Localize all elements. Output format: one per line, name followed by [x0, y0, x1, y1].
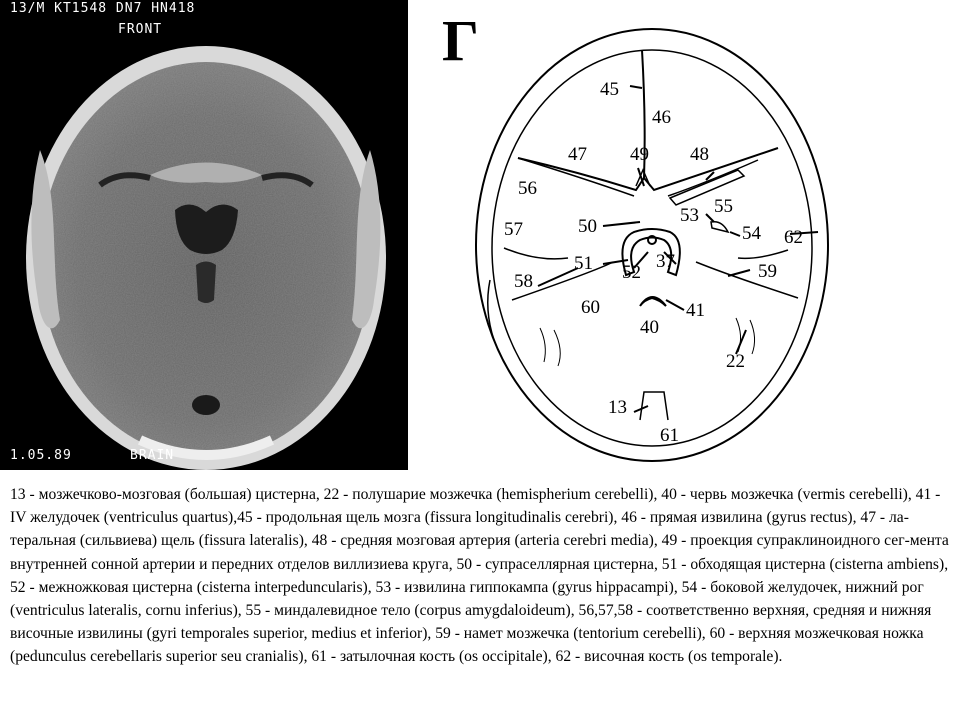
label-54: 54: [742, 223, 761, 244]
label-48: 48: [690, 144, 709, 165]
temporal-horn: [711, 222, 728, 232]
label-52: 52: [622, 262, 641, 283]
label-45: 45: [600, 79, 619, 100]
panel-letter: Г: [442, 8, 479, 73]
diagram-drawing: [408, 0, 960, 470]
ct-scan-image: [0, 0, 408, 470]
ct-subheader-text: FRONT: [118, 22, 163, 37]
label-49: 49: [630, 144, 649, 165]
occipital-protuberance: [640, 392, 668, 420]
label-13: 13: [608, 397, 627, 418]
ct-header-text: 13/M KT1548 DN7 HN418: [10, 1, 196, 16]
label-62: 62: [784, 227, 803, 248]
label-55: 55: [714, 196, 733, 217]
label-22: 22: [726, 351, 745, 372]
label-41: 41: [686, 300, 705, 321]
label-58: 58: [514, 271, 533, 292]
ct-footer-label: BRAIN: [130, 448, 175, 463]
figure-legend: 13 - мозжечково-мозговая (большая) цистерна, 22 - полушарие мозжечка (hemispherium cerebelli), 40 - червь мозжечка (vermis cerebelli), 41 - IV желудочек (ventriculus quartus),45 - продольная щель мозга (fissura longitudinalis cerebri), 46 - прямая извилина (gyrus rectus), 47 - ла-теральная (сильвиева) щель (fissura lateralis), 48 - средняя мозговая артерия (arteria cerebri media), 49 - проекция супраклиноидного сег-мента внутренней сонной артерии и передних отделов виллизиева круга, 50 - супраселлярная цистерна, 51 - обходящая цистерна (cisterna ambiens), 52 - межножковая цистерна (cisterna interpeduncularis), 53 - извилина гиппокампа (gyrus hippacampi), 54 - боковой желудочек, нижний рог (ventriculus lateralis, cornu inferius), 55 - миндалевидное тело (corpus amygdaloideum), 56,57,58 - соответственно верхняя, средняя и нижняя височные извилины (gyri temporales superior, medius et inferior), 59 - намет мозжечка (tentorium cerebelli), 60 - верхняя мозжечковая ножка (pedunculus cerebellaris superior seu cranialis), 61 - затылочная кость (os occipitale), 62 - височная кость (os temporale).: [10, 486, 949, 666]
label-50: 50: [578, 216, 597, 237]
label-61: 61: [660, 425, 679, 446]
anatomy-diagram: [408, 0, 960, 470]
label-46: 46: [652, 107, 671, 128]
label-37: 37: [656, 251, 675, 272]
label-56: 56: [518, 178, 537, 199]
label-59: 59: [758, 261, 777, 282]
ct-footer-date: 1.05.89: [10, 448, 72, 463]
fourth-ventricle: [640, 297, 666, 306]
label-51: 51: [574, 253, 593, 274]
ct-scan-graphic: [0, 0, 408, 470]
label-60: 60: [581, 297, 600, 318]
label-57: 57: [504, 219, 523, 240]
label-53: 53: [680, 205, 699, 226]
label-47: 47: [568, 144, 587, 165]
label-40: 40: [640, 317, 659, 338]
